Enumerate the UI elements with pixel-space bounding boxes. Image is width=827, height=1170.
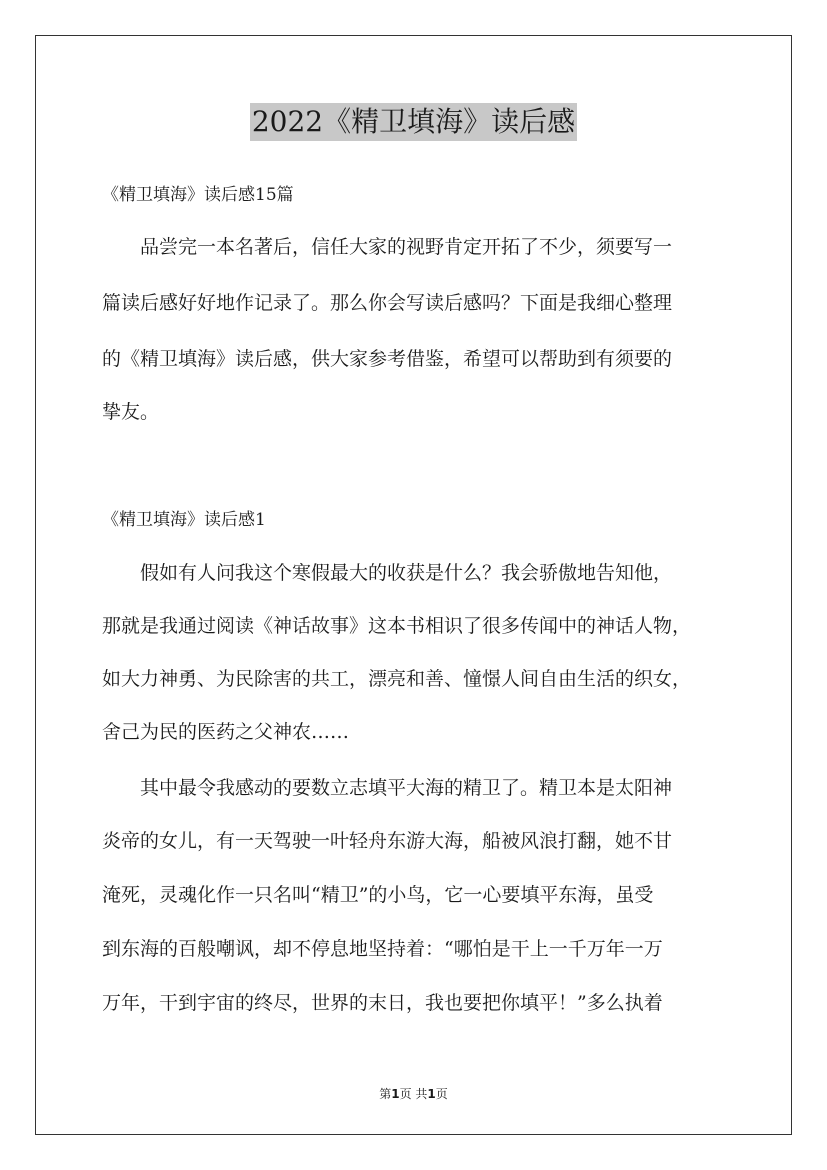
paragraph-line: 如大力神勇、为民除害的共工，漂亮和善、憧憬人间自由生活的织女， <box>102 668 692 690</box>
paragraph-line: 其中最令我感动的要数立志填平大海的精卫了。精卫本是太阳神 <box>140 777 673 799</box>
paragraph-line: 万年，干到宇宙的终尽，世界的末日，我也要把你填平！”多么执着 <box>102 992 663 1014</box>
footer-middle: 页 共 <box>399 1087 428 1101</box>
page-footer <box>0 1085 827 1102</box>
footer-prefix: 第 <box>379 1087 392 1101</box>
section-heading: 《精卫填海》读后感1 <box>102 510 266 530</box>
intro-line: 篇读后感好好地作记录了。那么你会写读后感吗？下面是我细心整理 <box>102 292 673 314</box>
paragraph-line: 假如有人问我这个寒假最大的收获是什么？我会骄傲地告知他， <box>140 562 673 584</box>
footer-page-number: 1 <box>391 1087 400 1101</box>
paragraph-line: 到东海的百般嘲讽，却不停息地坚持着：“哪怕是干上一千万年一万 <box>102 938 663 960</box>
footer-total-pages: 1 <box>427 1087 436 1101</box>
intro-line: 品尝完一本名著后，信任大家的视野肯定开拓了不少，须要写一 <box>140 236 673 258</box>
paragraph-line: 炎帝的女儿，有一天驾驶一叶轻舟东游大海，船被风浪打翻，她不甘 <box>102 830 673 852</box>
paragraph-line: 舍己为民的医药之父神农…… <box>102 721 350 743</box>
intro-line: 的《精卫填海》读后感，供大家参考借鉴，希望可以帮助到有须要的 <box>102 348 673 370</box>
document-title-wrap <box>0 103 827 141</box>
intro-line: 挚友。 <box>102 401 160 423</box>
document-title: 2022《精卫填海》读后感 <box>250 103 577 141</box>
footer-suffix: 页 <box>435 1087 448 1101</box>
paragraph-line: 那就是我通过阅读《神话故事》这本书相识了很多传闻中的神话人物， <box>102 615 692 637</box>
paragraph-line: 淹死，灵魂化作一只名叫“精卫”的小鸟，它一心要填平东海，虽受 <box>102 884 654 906</box>
subtitle: 《精卫填海》读后感15篇 <box>102 185 294 205</box>
